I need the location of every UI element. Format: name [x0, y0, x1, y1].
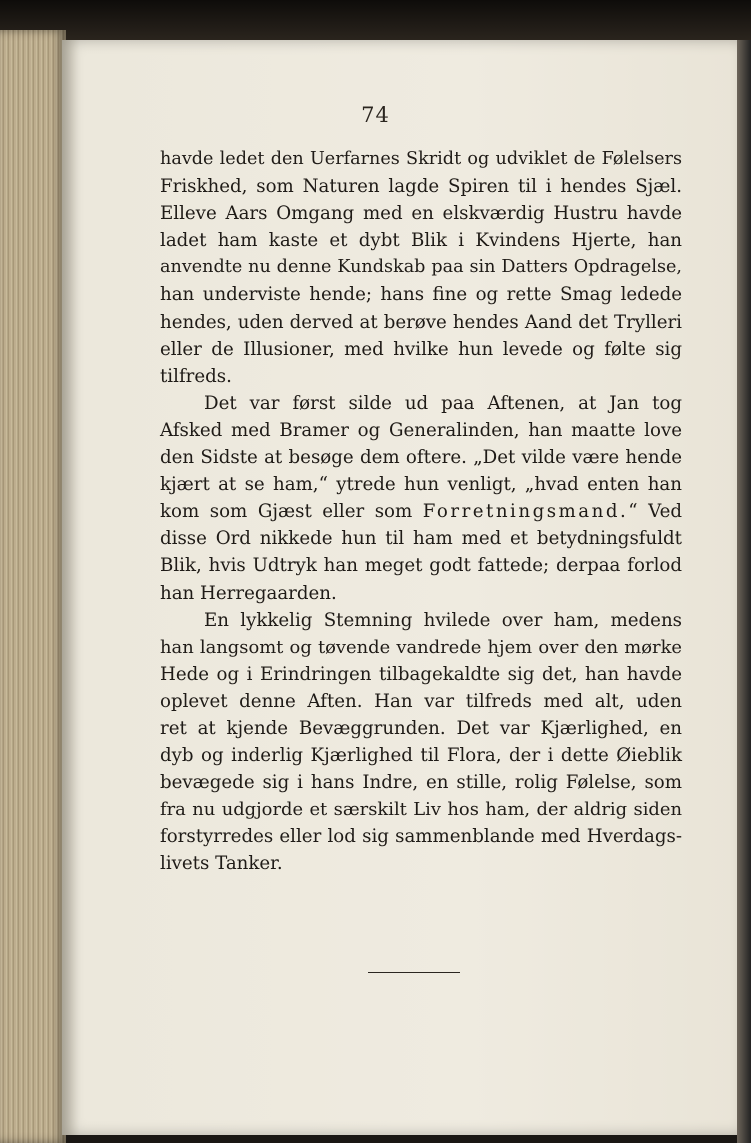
section-rule [368, 972, 460, 973]
text-line: oplevet denne Aften. Han var tilfreds med alt, uden [160, 690, 682, 712]
text-line: tilfreds. [160, 365, 232, 387]
page-stack-edges [0, 30, 66, 1143]
text-line: bevægede sig i hans Indre, en stille, rolig Følelse, som [160, 772, 682, 794]
text-line: havde ledet den Uerfarnes Skridt og udviklet de Følelsers [160, 149, 682, 169]
text-fragment: “ Ved [628, 501, 682, 523]
text-line: eller de Illusioner, med hvilke hun levede og følte sig [160, 338, 682, 360]
page-number: 74 [361, 103, 390, 127]
text-line: Hede og i Erindringen tilbagekaldte sig det, han havde [160, 663, 682, 685]
text-line: kjært at se ham,“ ytrede hun venligt, „hvad enten han [160, 474, 682, 496]
text-line: forstyrredes eller lod sig sammenblande med Hverdags- [160, 826, 682, 848]
text-line: han underviste hende; hans fine og rette Smag ledede [160, 284, 682, 306]
text-line: den Sidste at besøge dem oftere. „Det vilde være hende [160, 447, 682, 469]
text-line: han langsomt og tøvende vandrede hjem over den mørke [160, 636, 682, 658]
text-line: Blik, hvis Udtryk han meget godt fattede; derpaa forlod [160, 555, 682, 577]
text-line: ret at kjende Bevæggrunden. Det var Kjærlighed, en [160, 717, 682, 739]
text-fragment: kom som Gjæst eller som [160, 501, 423, 523]
text-line: ladet ham kaste et dybt Blik i Kvindens Hjerte, han [160, 230, 682, 252]
book-top-edge [0, 0, 751, 40]
text-line: Friskhed, som Naturen lagde Spiren til i hendes Sjæl. [160, 176, 682, 198]
text-line-mixed [160, 498, 682, 525]
text-line: han Herregaarden. [160, 582, 337, 604]
text-line: Elleve Aars Omgang med en elskværdig Hustru havde [160, 203, 682, 225]
text-line: livets Tanker. [160, 853, 283, 875]
body-text [160, 146, 682, 878]
text-line: fra nu udgjorde et særskilt Liv hos ham, der aldrig siden [160, 799, 682, 821]
text-line: Det var først silde ud paa Aftenen, at Jan tog [204, 392, 682, 414]
text-line: hendes, uden derved at berøve hendes Aand det Trylleri [160, 311, 682, 333]
spaced-word: Forretningsmand. [422, 501, 629, 523]
text-line: disse Ord nikkede hun til ham med et betydningsfuldt [160, 528, 682, 550]
text-line: anvendte nu denne Kundskab paa sin Datters Opdragelse, [160, 257, 682, 278]
text-line: Afsked med Bramer og Generalinden, han maatte love [160, 419, 682, 441]
text-line: En lykkelig Stemning hvilede over ham, medens [204, 609, 682, 631]
text-line: dyb og inderlig Kjærlighed til Flora, der i dette Øieblik [160, 745, 682, 767]
book-right-edge [737, 40, 751, 1143]
